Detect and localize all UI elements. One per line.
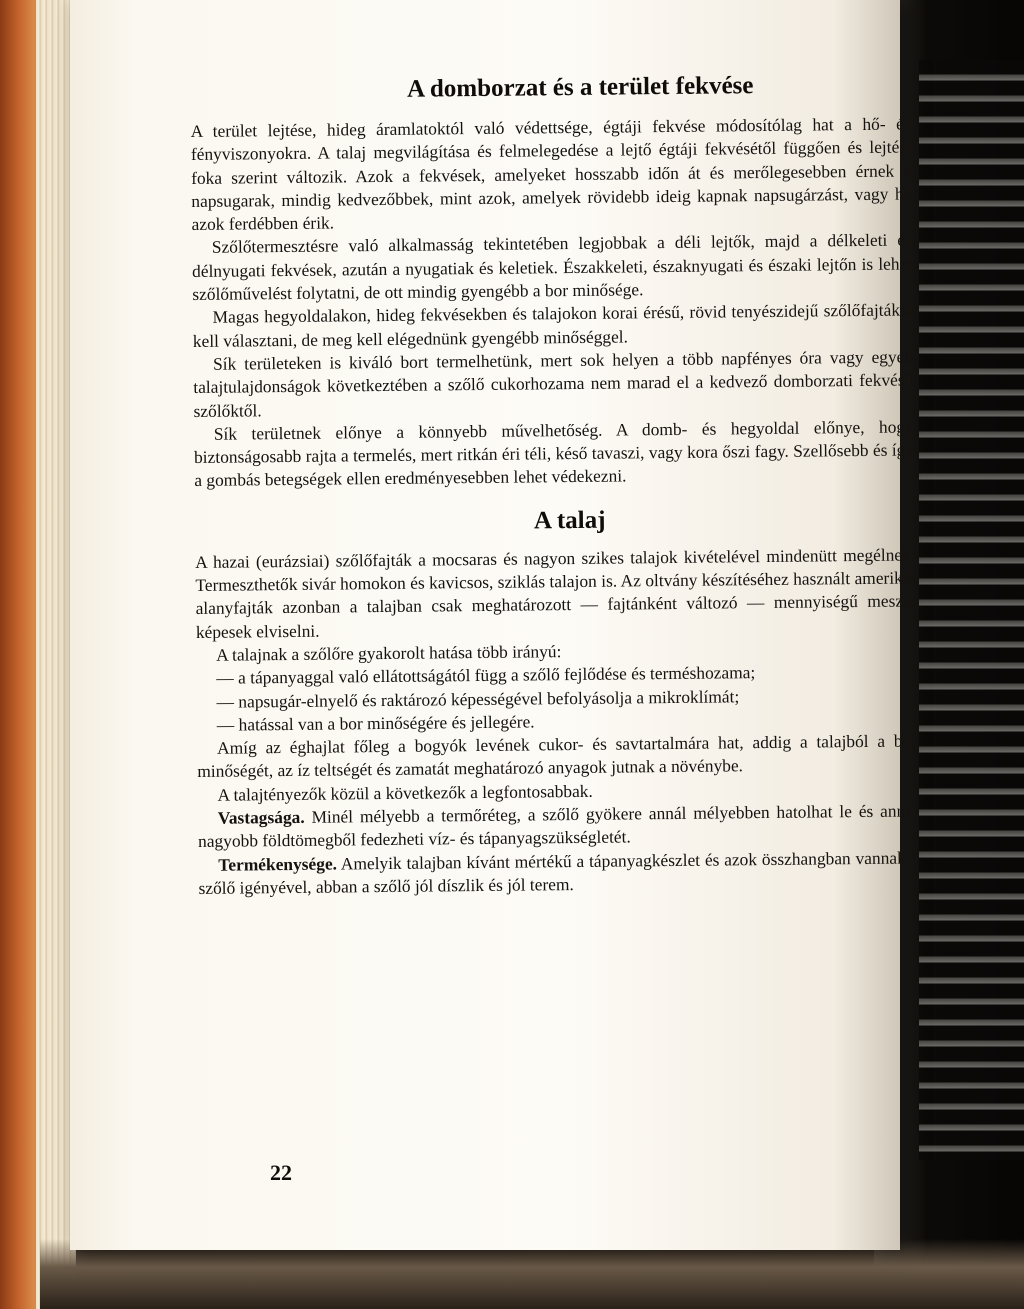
- factors-lead: A talajtényezők közül a következők a legfontosabbak.: [217, 780, 593, 805]
- factor-paragraph: [198, 799, 918, 853]
- list-item: — hatással van a bor minőségére és jellegére.: [216, 711, 535, 735]
- book-cover-edge: [0, 0, 40, 1309]
- paragraph: Magas hegyoldalakon, hideg fekvésekben és talajokon korai érésű, rövid tenyészidejű szőlőfajtákat kell választani, de meg kell elégednünk gyengébb minőséggel.: [192, 299, 913, 351]
- list-item: — a tápanyaggal való ellátottságától függ a szőlő fejlődése és terméshozama;: [216, 662, 756, 688]
- paragraph: Sík területeken is kiváló bort termelhetünk, mert sok helyen a több napfényes óra vagy egyéb talajtulajdonságok következtében a szőlő cukorhozama nem marad el a kedvező domborzati fekvésű szőlőktől.: [193, 346, 914, 421]
- book-page: [70, 0, 919, 1250]
- factor-text: Amelyik talajban kívánt mértékű a tápanyagkészlet és azok összhangban vannak a szőlő igényével, abban a szőlő jól díszlik és jól terem.: [198, 847, 919, 898]
- list-item: — napsugár-elnyelő és raktározó képességével befolyásolja a mikroklímát;: [216, 685, 740, 712]
- paragraph: A hazai (eurázsiai) szőlőfajták a mocsaras és nagyon szikes talajok kivételével mindenütt megélnek. Termeszthetők sivár homokon és kavicsos, sziklás talajon is. Az oltvány készítéséhez használt amerikai alanyfajták azonban a talajban csak meghatározott — fajtánként változó — mennyiségű meszet képesek elviselni.: [195, 544, 916, 642]
- binding-texture: [919, 60, 1024, 1160]
- paragraph: Sík területnek előnye a könnyebb művelhetőség. A domb- és hegyoldal előnye, hogy biztonságosabb rajta a termelés, mert ritkán éri téli, késő tavaszi, vagy kora őszi fagy. Szellősebb és így a gombás betegségek ellen eredményesebben lehet védekezni.: [193, 416, 915, 491]
- section-title-terrain: A domborzat és a terület fekvése: [406, 72, 754, 103]
- section-title-soil: A talaj: [533, 506, 606, 535]
- page-content: [190, 62, 919, 900]
- factor-text: Minél mélyebb a termőréteg, a szőlő gyökere annál mélyebben hatolhat le és annál nagyobb földtömegből fedezheti víz- és tápanyagszükségletét.: [197, 800, 918, 852]
- paragraph: Amíg az éghajlat főleg a bogyók levének cukor- és savtartalmára hat, addig a talajból a bor minőségét, az íz teltségét és zamatát meghatározó anyagok jutnak a növénybe.: [197, 730, 918, 782]
- page-number: 22: [270, 1160, 292, 1185]
- factor-paragraph: [198, 846, 918, 900]
- factor-term: Termékenysége.: [218, 853, 338, 875]
- paragraph: A terület lejtése, hideg áramlatoktól való védettsége, égtáji fekvése módosítólag hat a hő- és fényviszonyokra. A talaj megvilágítása és felmelegedése a lejtő égtáji fekvésétől függően és lejtési foka szerint változik. Azok a fekvések, amelyeket hosszabb időn át és merőlegesebben érnek a napsugarak, mindig kedvezőbbek, mint azok, amelyek rövidebb ideig kapnak napsugárzást, vagy ha azok ferdébben érik.: [190, 113, 912, 235]
- paragraph: Szőlőtermesztésre való alkalmasság tekintetében legjobbak a déli lejtők, majd a délkeleti és délnyugati fekvések, azután a nyugatiak és keletiek. Északkeleti, északnyugati és északi lejtőn is lehet szőlőművelést folytatni, de ott mindig gyengébb a bor minősége.: [191, 229, 913, 305]
- effects-lead: A talajnak a szőlőre gyakorolt hatása több irányú:: [216, 641, 562, 665]
- factor-term: Vastagsága.: [217, 806, 305, 828]
